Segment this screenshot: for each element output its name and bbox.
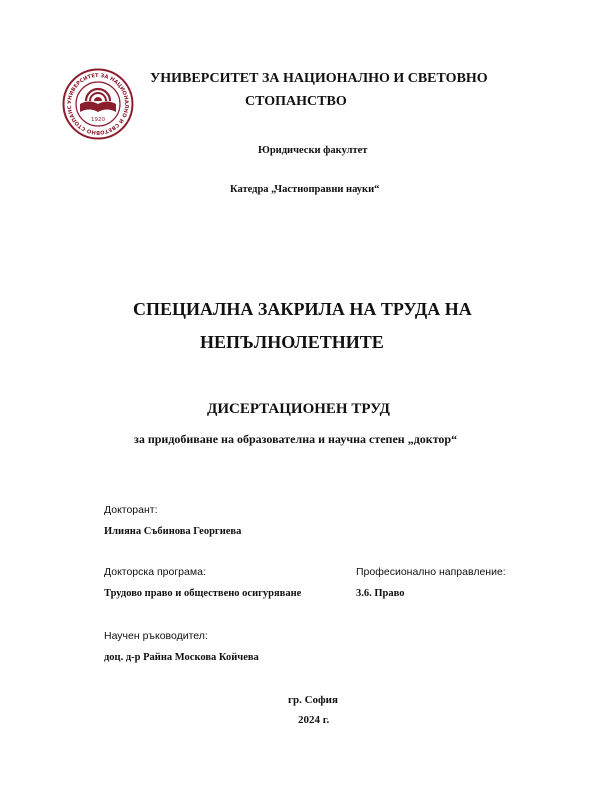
faculty-name: Юридически факултет xyxy=(258,145,368,156)
department-name: Катедра „Частноправни науки“ xyxy=(230,184,380,195)
professional-field-value: 3.6. Право xyxy=(356,588,405,599)
supervisor-name: доц. д-р Райна Москова Койчева xyxy=(104,652,259,663)
thesis-title-line2: НЕПЪЛНОЛЕТНИТЕ xyxy=(200,332,384,352)
seal-year: 1920 xyxy=(91,117,105,123)
svg-text:УНИВЕРСИТЕТ ЗА НАЦИОНАЛНО И СВ xyxy=(62,68,129,135)
university-seal-icon xyxy=(62,68,134,140)
doctorant-label: Докторант: xyxy=(104,504,158,516)
supervisor-label: Научен ръководител: xyxy=(104,630,208,642)
professional-field-label: Професионално направление: xyxy=(356,566,506,578)
program-value: Трудово право и обществено осигуряване xyxy=(104,588,302,599)
degree-purpose: за придобиване на образователна и научна степен „доктор“ xyxy=(134,432,458,446)
thesis-title-line1: СПЕЦИАЛНА ЗАКРИЛА НА ТРУДА НА xyxy=(133,299,472,319)
city: гр. София xyxy=(288,694,338,706)
seal-text: УНИВЕРСИТЕТ ЗА НАЦИОНАЛНО И СВЕТОВНО СТОПАНС xyxy=(66,72,130,136)
program-label: Докторска програма: xyxy=(104,566,206,578)
year: 2024 г. xyxy=(298,714,330,726)
work-type: ДИСЕРТАЦИОНЕН ТРУД xyxy=(207,401,390,417)
university-name-line1: УНИВЕРСИТЕТ ЗА НАЦИОНАЛНО И СВЕТОВНО xyxy=(150,71,488,86)
university-name-line2: СТОПАНСТВО xyxy=(245,94,347,109)
doctorant-name: Илияна Събинова Георгиева xyxy=(104,526,242,537)
